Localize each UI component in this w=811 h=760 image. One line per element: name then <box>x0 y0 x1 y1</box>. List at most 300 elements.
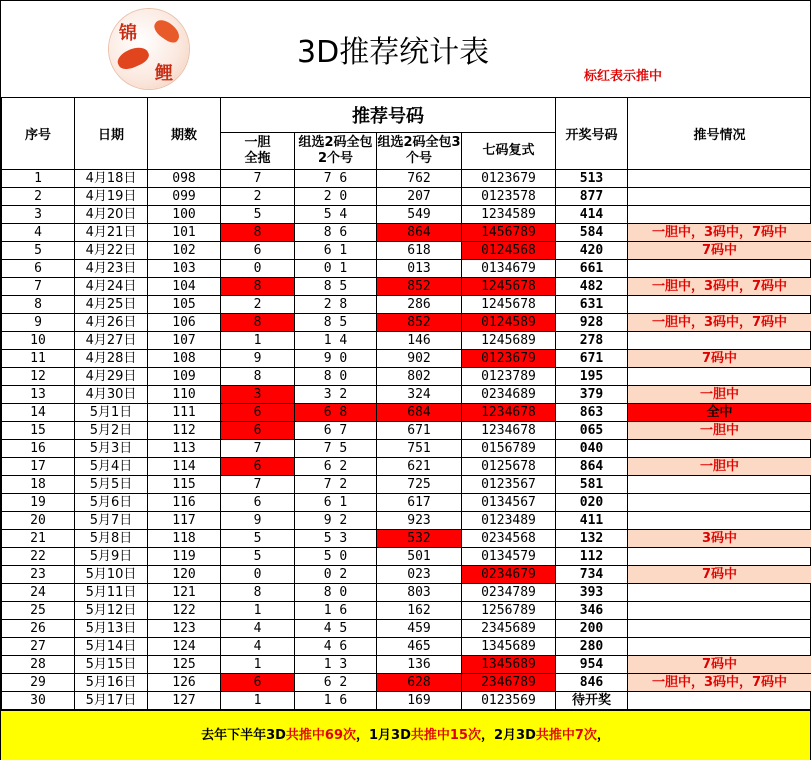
cell-d1: 3 <box>221 386 295 404</box>
cell-status <box>628 170 811 188</box>
cell-d3: 023 <box>377 566 462 584</box>
cell-draw: 863 <box>556 404 628 422</box>
cell-status <box>628 296 811 314</box>
cell-d7: 0123789 <box>462 368 556 386</box>
cell-d7: 0123569 <box>462 692 556 710</box>
table-row <box>2 602 811 620</box>
cell-d2: 4 6 <box>295 638 377 656</box>
cell-d3: 684 <box>377 404 462 422</box>
cell-draw: 278 <box>556 332 628 350</box>
cell-status: 一胆中 <box>628 458 811 476</box>
cell-period: 103 <box>148 260 221 278</box>
cell-d3: 762 <box>377 170 462 188</box>
cell-status <box>628 620 811 638</box>
cell-no: 27 <box>2 638 75 656</box>
cell-date: 4月30日 <box>75 386 148 404</box>
cell-d2: 7 6 <box>295 170 377 188</box>
cell-d2: 6 8 <box>295 404 377 422</box>
cell-d2: 6 1 <box>295 494 377 512</box>
cell-d1: 5 <box>221 530 295 548</box>
sheet-header <box>1 1 810 98</box>
cell-d1: 6 <box>221 422 295 440</box>
cell-status <box>628 692 811 710</box>
cell-no: 11 <box>2 350 75 368</box>
cell-d1: 8 <box>221 584 295 602</box>
cell-d7: 0134567 <box>462 494 556 512</box>
cell-no: 22 <box>2 548 75 566</box>
cell-date: 5月8日 <box>75 530 148 548</box>
cell-d2: 2 0 <box>295 188 377 206</box>
footer-segment: 共推中7次 <box>535 728 597 743</box>
table-row <box>2 350 811 368</box>
cell-status: 一胆中，3码中，7码中 <box>628 224 811 242</box>
cell-date: 5月16日 <box>75 674 148 692</box>
cell-draw: 581 <box>556 476 628 494</box>
cell-date: 5月3日 <box>75 440 148 458</box>
cell-period: 126 <box>148 674 221 692</box>
cell-d3: 725 <box>377 476 462 494</box>
cell-d7: 1245689 <box>462 332 556 350</box>
cell-period: 100 <box>148 206 221 224</box>
cell-d1: 7 <box>221 440 295 458</box>
cell-no: 3 <box>2 206 75 224</box>
header-status: 推号情况 <box>628 98 811 170</box>
cell-no: 19 <box>2 494 75 512</box>
table-row <box>2 170 811 188</box>
cell-d3: 286 <box>377 296 462 314</box>
cell-status: 3码中 <box>628 530 811 548</box>
cell-d1: 1 <box>221 656 295 674</box>
cell-d1: 1 <box>221 692 295 710</box>
cell-d7: 1456789 <box>462 224 556 242</box>
cell-d2: 2 8 <box>295 296 377 314</box>
table-row <box>2 692 811 710</box>
cell-draw: 379 <box>556 386 628 404</box>
cell-period: 119 <box>148 548 221 566</box>
cell-d7: 0125678 <box>462 458 556 476</box>
table-row <box>2 566 811 584</box>
cell-d3: 621 <box>377 458 462 476</box>
cell-period: 098 <box>148 170 221 188</box>
cell-status: 一胆中 <box>628 386 811 404</box>
cell-status <box>628 584 811 602</box>
cell-d1: 9 <box>221 350 295 368</box>
cell-no: 14 <box>2 404 75 422</box>
table-row <box>2 584 811 602</box>
page-title: 3D推荐统计表 <box>297 35 490 70</box>
cell-period: 111 <box>148 404 221 422</box>
cell-no: 23 <box>2 566 75 584</box>
cell-no: 10 <box>2 332 75 350</box>
cell-date: 5月7日 <box>75 512 148 530</box>
cell-d3: 169 <box>377 692 462 710</box>
cell-d1: 5 <box>221 548 295 566</box>
cell-no: 25 <box>2 602 75 620</box>
cell-d7: 1234678 <box>462 422 556 440</box>
header-recommend-group: 推荐号码 <box>221 98 556 133</box>
cell-d2: 6 2 <box>295 458 377 476</box>
cell-date: 4月20日 <box>75 206 148 224</box>
header-one-dan: 一胆 全拖 <box>221 133 295 170</box>
cell-draw: 877 <box>556 188 628 206</box>
recommendation-table <box>1 97 811 710</box>
cell-d7: 0234679 <box>462 566 556 584</box>
cell-d2: 9 0 <box>295 350 377 368</box>
header-period: 期数 <box>148 98 221 170</box>
table-row <box>2 224 811 242</box>
cell-d1: 7 <box>221 476 295 494</box>
cell-no: 9 <box>2 314 75 332</box>
cell-d7: 1234589 <box>462 206 556 224</box>
cell-d1: 1 <box>221 332 295 350</box>
cell-period: 101 <box>148 224 221 242</box>
cell-d2: 7 2 <box>295 476 377 494</box>
cell-no: 5 <box>2 242 75 260</box>
cell-d1: 6 <box>221 674 295 692</box>
cell-date: 4月22日 <box>75 242 148 260</box>
table-row <box>2 242 811 260</box>
cell-status <box>628 368 811 386</box>
cell-d2: 0 2 <box>295 566 377 584</box>
cell-date: 5月6日 <box>75 494 148 512</box>
cell-no: 26 <box>2 620 75 638</box>
cell-d2: 7 5 <box>295 440 377 458</box>
cell-d2: 1 4 <box>295 332 377 350</box>
cell-draw: 200 <box>556 620 628 638</box>
cell-status <box>628 602 811 620</box>
cell-d2: 6 2 <box>295 674 377 692</box>
cell-status: 一胆中 <box>628 422 811 440</box>
cell-d2: 1 3 <box>295 656 377 674</box>
cell-draw: 065 <box>556 422 628 440</box>
cell-status <box>628 476 811 494</box>
cell-period: 114 <box>148 458 221 476</box>
table-row <box>2 656 811 674</box>
cell-draw: 020 <box>556 494 628 512</box>
cell-d2: 1 6 <box>295 602 377 620</box>
cell-no: 1 <box>2 170 75 188</box>
cell-date: 5月1日 <box>75 404 148 422</box>
footer-segment: ，2月3D <box>480 728 536 743</box>
cell-draw: 420 <box>556 242 628 260</box>
cell-d2: 8 0 <box>295 368 377 386</box>
cell-date: 4月18日 <box>75 170 148 188</box>
cell-date: 4月19日 <box>75 188 148 206</box>
table-row <box>2 278 811 296</box>
koi-fish-icon <box>115 43 152 73</box>
cell-d3: 864 <box>377 224 462 242</box>
cell-draw: 482 <box>556 278 628 296</box>
cell-status: 一胆中，3码中，7码中 <box>628 278 811 296</box>
cell-d1: 0 <box>221 260 295 278</box>
cell-status <box>628 638 811 656</box>
table-row <box>2 458 811 476</box>
cell-status <box>628 206 811 224</box>
cell-d2: 9 2 <box>295 512 377 530</box>
cell-status <box>628 512 811 530</box>
table-row <box>2 206 811 224</box>
table-row <box>2 620 811 638</box>
cell-draw: 513 <box>556 170 628 188</box>
cell-d3: 923 <box>377 512 462 530</box>
cell-d1: 6 <box>221 404 295 422</box>
cell-draw: 132 <box>556 530 628 548</box>
cell-d7: 1234678 <box>462 404 556 422</box>
logo-char: 锦 <box>119 23 137 44</box>
cell-status <box>628 260 811 278</box>
cell-date: 5月5日 <box>75 476 148 494</box>
cell-no: 29 <box>2 674 75 692</box>
cell-period: 115 <box>148 476 221 494</box>
logo-char: 鲤 <box>155 63 173 84</box>
cell-d2: 5 0 <box>295 548 377 566</box>
cell-date: 4月28日 <box>75 350 148 368</box>
cell-d1: 6 <box>221 242 295 260</box>
cell-d1: 8 <box>221 224 295 242</box>
cell-draw: 661 <box>556 260 628 278</box>
cell-d3: 162 <box>377 602 462 620</box>
cell-date: 4月26日 <box>75 314 148 332</box>
cell-d1: 7 <box>221 170 295 188</box>
header-two-code-3: 组选2码全包3个号 <box>377 133 462 170</box>
table-row <box>2 548 811 566</box>
cell-d2: 8 5 <box>295 278 377 296</box>
cell-no: 21 <box>2 530 75 548</box>
cell-draw: 待开奖 <box>556 692 628 710</box>
cell-period: 110 <box>148 386 221 404</box>
cell-status: 7码中 <box>628 350 811 368</box>
table-row <box>2 296 811 314</box>
footer-summary <box>1 710 810 760</box>
header-draw: 开奖号码 <box>556 98 628 170</box>
footer-segment: 共推中69次 <box>285 728 356 743</box>
cell-draw: 414 <box>556 206 628 224</box>
cell-date: 5月9日 <box>75 548 148 566</box>
cell-draw: 112 <box>556 548 628 566</box>
cell-date: 5月12日 <box>75 602 148 620</box>
cell-d1: 2 <box>221 188 295 206</box>
cell-no: 7 <box>2 278 75 296</box>
cell-d3: 902 <box>377 350 462 368</box>
cell-period: 120 <box>148 566 221 584</box>
cell-period: 112 <box>148 422 221 440</box>
cell-date: 4月21日 <box>75 224 148 242</box>
cell-no: 18 <box>2 476 75 494</box>
header-index: 序号 <box>2 98 75 170</box>
cell-draw: 393 <box>556 584 628 602</box>
cell-date: 5月4日 <box>75 458 148 476</box>
table-row <box>2 260 811 278</box>
cell-period: 117 <box>148 512 221 530</box>
cell-d1: 4 <box>221 638 295 656</box>
cell-draw: 280 <box>556 638 628 656</box>
table-body <box>2 170 811 710</box>
cell-d3: 628 <box>377 674 462 692</box>
cell-period: 102 <box>148 242 221 260</box>
cell-d7: 2345689 <box>462 620 556 638</box>
cell-d2: 6 1 <box>295 242 377 260</box>
table-row <box>2 512 811 530</box>
cell-d3: 532 <box>377 530 462 548</box>
cell-status <box>628 188 811 206</box>
cell-status: 全中 <box>628 404 811 422</box>
table-row <box>2 530 811 548</box>
cell-draw: 864 <box>556 458 628 476</box>
cell-d2: 3 2 <box>295 386 377 404</box>
cell-d7: 0123489 <box>462 512 556 530</box>
footer-segment: 去年下半年3D <box>201 728 286 743</box>
cell-no: 4 <box>2 224 75 242</box>
footer-segment: ， <box>596 728 610 743</box>
cell-d7: 2346789 <box>462 674 556 692</box>
cell-d3: 207 <box>377 188 462 206</box>
cell-draw: 195 <box>556 368 628 386</box>
cell-d2: 8 5 <box>295 314 377 332</box>
cell-status <box>628 548 811 566</box>
cell-date: 5月13日 <box>75 620 148 638</box>
cell-period: 122 <box>148 602 221 620</box>
cell-period: 118 <box>148 530 221 548</box>
cell-d7: 0123679 <box>462 350 556 368</box>
cell-d2: 5 3 <box>295 530 377 548</box>
table-row <box>2 638 811 656</box>
cell-d1: 6 <box>221 458 295 476</box>
cell-d7: 0234689 <box>462 386 556 404</box>
cell-period: 124 <box>148 638 221 656</box>
cell-d7: 1256789 <box>462 602 556 620</box>
header-two-code-2: 组选2码全包2个号 <box>295 133 377 170</box>
cell-draw: 584 <box>556 224 628 242</box>
table-row <box>2 386 811 404</box>
cell-d3: 146 <box>377 332 462 350</box>
cell-period: 125 <box>148 656 221 674</box>
cell-no: 13 <box>2 386 75 404</box>
cell-d7: 0134579 <box>462 548 556 566</box>
cell-period: 113 <box>148 440 221 458</box>
cell-period: 123 <box>148 620 221 638</box>
header-seven-code: 七码复式 <box>462 133 556 170</box>
cell-d3: 618 <box>377 242 462 260</box>
cell-status: 7码中 <box>628 656 811 674</box>
cell-status <box>628 440 811 458</box>
cell-status: 7码中 <box>628 242 811 260</box>
cell-date: 4月29日 <box>75 368 148 386</box>
cell-period: 109 <box>148 368 221 386</box>
cell-period: 106 <box>148 314 221 332</box>
table-row <box>2 422 811 440</box>
cell-d7: 0134679 <box>462 260 556 278</box>
cell-d2: 6 7 <box>295 422 377 440</box>
cell-d3: 852 <box>377 278 462 296</box>
cell-period: 104 <box>148 278 221 296</box>
cell-period: 121 <box>148 584 221 602</box>
cell-status <box>628 332 811 350</box>
table-row <box>2 332 811 350</box>
cell-date: 5月14日 <box>75 638 148 656</box>
koi-fish-icon <box>151 16 183 45</box>
cell-d7: 0123578 <box>462 188 556 206</box>
cell-d3: 465 <box>377 638 462 656</box>
cell-no: 2 <box>2 188 75 206</box>
cell-d7: 0156789 <box>462 440 556 458</box>
cell-date: 4月24日 <box>75 278 148 296</box>
cell-d7: 0124568 <box>462 242 556 260</box>
cell-d1: 8 <box>221 368 295 386</box>
cell-d1: 9 <box>221 512 295 530</box>
cell-d7: 1345689 <box>462 638 556 656</box>
cell-d3: 617 <box>377 494 462 512</box>
cell-d2: 4 5 <box>295 620 377 638</box>
cell-draw: 411 <box>556 512 628 530</box>
cell-d3: 501 <box>377 548 462 566</box>
cell-d7: 0123679 <box>462 170 556 188</box>
cell-d2: 1 6 <box>295 692 377 710</box>
cell-d2: 8 6 <box>295 224 377 242</box>
table-row <box>2 494 811 512</box>
cell-draw: 040 <box>556 440 628 458</box>
cell-date: 4月25日 <box>75 296 148 314</box>
cell-period: 099 <box>148 188 221 206</box>
cell-d1: 8 <box>221 278 295 296</box>
cell-no: 30 <box>2 692 75 710</box>
cell-period: 127 <box>148 692 221 710</box>
cell-no: 16 <box>2 440 75 458</box>
cell-draw: 734 <box>556 566 628 584</box>
footer-segment: 共推中15次 <box>410 728 481 743</box>
cell-date: 5月17日 <box>75 692 148 710</box>
footer-segment: ，1月3D <box>356 728 411 743</box>
cell-d3: 671 <box>377 422 462 440</box>
cell-status <box>628 494 811 512</box>
cell-status: 7码中 <box>628 566 811 584</box>
cell-d2: 5 4 <box>295 206 377 224</box>
table-row <box>2 314 811 332</box>
header-date: 日期 <box>75 98 148 170</box>
cell-no: 28 <box>2 656 75 674</box>
cell-draw: 671 <box>556 350 628 368</box>
cell-d3: 549 <box>377 206 462 224</box>
cell-status: 一胆中，3码中，7码中 <box>628 674 811 692</box>
legend-note: 标红表示推中 <box>584 69 663 84</box>
cell-status: 一胆中，3码中，7码中 <box>628 314 811 332</box>
cell-draw: 631 <box>556 296 628 314</box>
koi-logo <box>109 9 189 89</box>
cell-d1: 0 <box>221 566 295 584</box>
cell-d7: 1245678 <box>462 278 556 296</box>
cell-draw: 928 <box>556 314 628 332</box>
cell-date: 4月23日 <box>75 260 148 278</box>
cell-no: 24 <box>2 584 75 602</box>
cell-date: 5月2日 <box>75 422 148 440</box>
cell-d2: 8 0 <box>295 584 377 602</box>
cell-no: 20 <box>2 512 75 530</box>
cell-date: 5月11日 <box>75 584 148 602</box>
cell-d7: 0124589 <box>462 314 556 332</box>
cell-no: 6 <box>2 260 75 278</box>
cell-d2: 0 1 <box>295 260 377 278</box>
table-row <box>2 440 811 458</box>
cell-no: 12 <box>2 368 75 386</box>
table-row <box>2 674 811 692</box>
cell-d7: 1245678 <box>462 296 556 314</box>
cell-d3: 803 <box>377 584 462 602</box>
cell-d3: 852 <box>377 314 462 332</box>
cell-no: 8 <box>2 296 75 314</box>
cell-d1: 4 <box>221 620 295 638</box>
cell-date: 5月10日 <box>75 566 148 584</box>
cell-no: 15 <box>2 422 75 440</box>
cell-period: 108 <box>148 350 221 368</box>
